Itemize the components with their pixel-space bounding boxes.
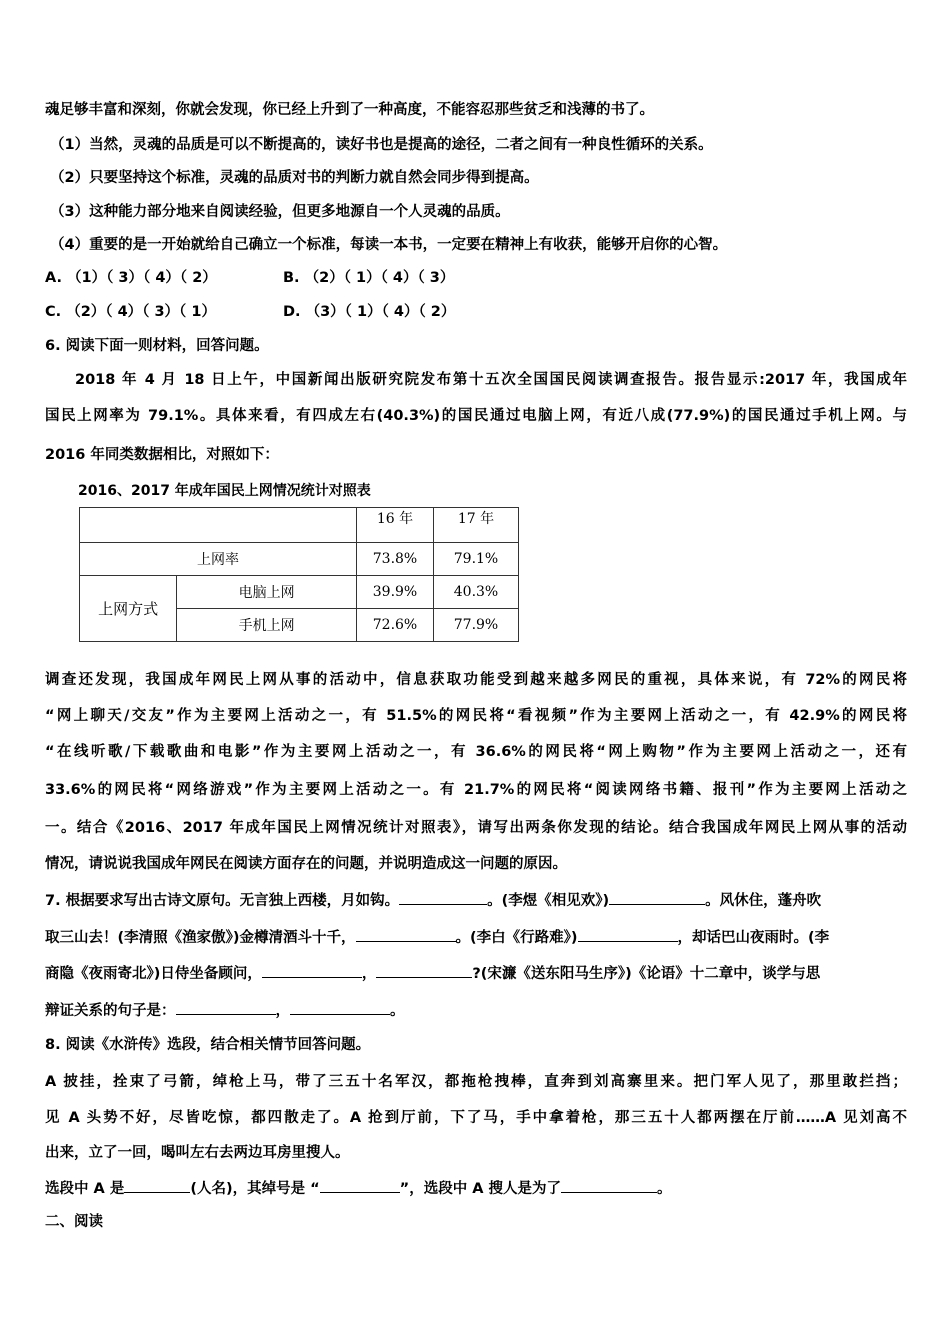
q6-para2-line: “在线听歌/下载歌曲和电影”作为主要网上活动之一，有 36.6%的网民将“网上购物”作为主要网上活动之一，还有 (45, 744, 907, 760)
q8-text: ”，选段中 A 搜人是为了 (399, 1181, 562, 1197)
q7-text: 。风休住，蓬舟吹 (705, 893, 822, 909)
table-row (80, 576, 519, 609)
q7-text: 辩证关系的句子是： (45, 1003, 176, 1019)
q6-title: 6. 阅读下面一则材料，回答问题。 (45, 338, 269, 354)
q6-para2-line: 情况，请说说我国成年网民在阅读方面存在的问题，并说明造成这一问题的原因。 (45, 856, 567, 872)
q6-para1-line: 2016 年同类数据相比，对照如下： (45, 447, 279, 463)
q6-para2-line: 一。结合《2016、2017 年成年国民上网情况统计对照表》，请写出两条你发现的结论。结合我国成年网民上网从事的活动 (45, 820, 907, 836)
q7-line (45, 927, 907, 948)
answer-blank[interactable] (561, 1178, 657, 1193)
table-header-row (80, 508, 519, 543)
q7-text: ，却话巴山夜雨时。(李 (677, 930, 830, 946)
q6-para2-line: “网上聊天/交友”作为主要网上活动之一，有 51.5%的网民将“看视频”作为主要网上活动之一，有 42.9%的网民将 (45, 708, 907, 724)
stats-table (79, 507, 519, 642)
table-header-17: 17 年 (434, 508, 519, 543)
q8-passage-line: 出来，立了一回，喝叫左右去两边耳房里搜人。 (45, 1145, 350, 1161)
q7-line (45, 963, 907, 984)
q7-text: ?(宋濂《送东阳马生序》)《论语》十二章中，谈学与思 (472, 966, 821, 982)
options-cd (45, 302, 907, 322)
q8-passage-line: 见 A 头势不好，尽皆吃惊，都四散走了。A 抢到厅前，下了马，手中拿着枪，那三五十人都两摆在厅前……A 见刘高不 (45, 1110, 907, 1126)
answer-blank[interactable] (124, 1178, 190, 1193)
sentence-3: （3）这种能力部分地来自阅读经验，但更多地源自一个人灵魂的品质。 (50, 204, 510, 220)
q8-passage-line: A 披挂，拴束了弓箭，绰枪上马，带了三五十名军汉，都拖枪拽棒，直奔到刘高寨里来。把门军人见了，那里敢拦挡； (45, 1074, 907, 1090)
mode-pc-17: 40.3% (434, 576, 519, 609)
passage-end: 魂足够丰富和深刻，你就会发现，你已经上升到了一种高度，不能容忍那些贫乏和浅薄的书了。 (45, 102, 654, 118)
q6-para2-line: 调查还发现，我国成年网民上网从事的活动中，信息获取功能受到越来越多网民的重视，具体来说，有 72%的网民将 (45, 672, 907, 688)
rate-label: 上网率 (80, 543, 357, 576)
table-header-empty (80, 508, 357, 543)
q7-text: ， (361, 966, 377, 982)
sentence-2: （2）只要坚持这个标准，灵魂的品质对书的判断力就自然会同步得到提高。 (50, 170, 539, 186)
q8-text: 选段中 A 是 (45, 1181, 125, 1197)
answer-blank[interactable] (399, 890, 487, 905)
q7-text: 商隐《夜雨寄北》)日侍坐备顾问， (45, 966, 262, 982)
sentence-1: （1）当然，灵魂的品质是可以不断提高的，读好书也是提高的途径，二者之间有一种良性循环的关系。 (50, 137, 713, 153)
q8-title: 8. 阅读《水浒传》选段，结合相关情节回答问题。 (45, 1037, 371, 1053)
section-heading: 二、阅读 (45, 1214, 103, 1230)
mode-mobile-17: 77.9% (434, 609, 519, 642)
table-header-16: 16 年 (357, 508, 434, 543)
mode-pc-label: 电脑上网 (177, 576, 357, 609)
mode-label: 上网方式 (80, 576, 177, 642)
answer-blank[interactable] (320, 1178, 400, 1193)
answer-blank[interactable] (356, 927, 456, 942)
table-row (80, 543, 519, 576)
mode-mobile-16: 72.6% (357, 609, 434, 642)
q6-para1-line: 国民上网率为 79.1%。具体来看，有四成左右(40.3%)的国民通过电脑上网，有近八成(77.9%)的国民通过手机上网。与 (45, 408, 907, 424)
mode-pc-16: 39.9% (357, 576, 434, 609)
q6-para1-line: 2018 年 4 月 18 日上午，中国新闻出版研究院发布第十五次全国国民阅读调查报告。报告显示:2017 年，我国成年 (75, 372, 907, 388)
q7-text: 。(李白《行路难》) (455, 930, 578, 946)
rate-17: 79.1% (434, 543, 519, 576)
option-c[interactable]: C. （2）（ 4）（ 3）（ 1） (45, 304, 216, 320)
answer-blank[interactable] (578, 927, 678, 942)
answer-blank[interactable] (290, 1000, 390, 1015)
table-title: 2016、2017 年成年国民上网情况统计对照表 (78, 483, 371, 499)
q7-text: 7. 根据要求写出古诗文原句。无言独上西楼，月如钩。 (45, 893, 400, 909)
mode-mobile-label: 手机上网 (177, 609, 357, 642)
option-d[interactable]: D. （3）（ 1）（ 4）（ 2） (283, 304, 456, 320)
answer-blank[interactable] (262, 963, 362, 978)
option-a[interactable]: A. （1）（ 3）（ 4）（ 2） (45, 270, 217, 286)
q6-para2-line: 33.6%的网民将“网络游戏”作为主要网上活动之一。有 21.7%的网民将“阅读网络书籍、报刊”作为主要网上活动之 (45, 782, 907, 798)
q7-text: 取三山去！(李清照《渔家傲》)金樽清酒斗十千， (45, 930, 356, 946)
sentence-4: （4）重要的是一开始就给自己确立一个标准，每读一本书，一定要在精神上有收获，能够开启你的心智。 (50, 237, 728, 253)
q7-text: ， (275, 1003, 290, 1019)
q7-line (45, 1000, 907, 1021)
q7-line (45, 890, 907, 911)
answer-blank[interactable] (609, 890, 705, 905)
answer-blank[interactable] (376, 963, 472, 978)
q8-text: (人名)，其绰号是 “ (190, 1181, 320, 1197)
rate-16: 73.8% (357, 543, 434, 576)
answer-blank[interactable] (176, 1000, 276, 1015)
q7-text: 。 (390, 1003, 405, 1019)
q7-text: 。(李煜《相见欢》) (487, 893, 610, 909)
q8-question (45, 1178, 907, 1199)
q8-text: 。 (657, 1181, 672, 1197)
options-ab (45, 268, 907, 288)
option-b[interactable]: B. （2）（ 1）（ 4）（ 3） (283, 270, 455, 286)
